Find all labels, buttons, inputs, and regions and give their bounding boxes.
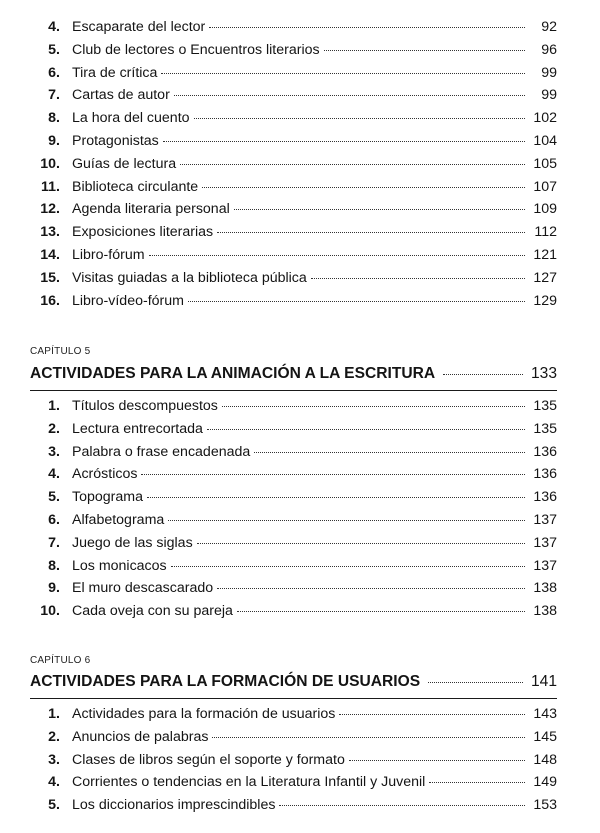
entry-number: 3. [48, 443, 60, 460]
entry-title: Los diccionarios imprescindibles [72, 797, 276, 814]
toc-entry[interactable] [30, 267, 557, 290]
entry-title: Cada oveja con su pareja [72, 603, 233, 620]
dot-leader [149, 255, 525, 256]
entry-title: Anuncios de palabras [72, 728, 209, 745]
entry-page: 138 [533, 603, 557, 620]
entry-title: El muro descascarado [72, 580, 214, 597]
chapter-heading[interactable] [30, 670, 557, 694]
entry-title: Cartas de autor [72, 87, 170, 104]
entry-page: 121 [533, 246, 557, 263]
entry-page: 135 [533, 420, 557, 437]
entry-page: 109 [533, 201, 557, 218]
toc-entry[interactable] [30, 176, 557, 199]
entry-number: 10. [40, 603, 60, 620]
entry-page: 148 [533, 751, 557, 768]
entry-page: 112 [534, 224, 557, 241]
entry-title: Agenda literaria personal [72, 201, 230, 218]
dot-leader [141, 474, 525, 475]
entry-page: 92 [541, 19, 557, 35]
chapter-title: ACTIVIDADES PARA LA FORMACIÓN DE USUARIOS [30, 673, 421, 690]
entry-page: 99 [541, 64, 557, 81]
toc-entry[interactable] [30, 16, 557, 39]
dot-leader [311, 278, 525, 279]
entry-number: 2. [48, 420, 60, 437]
toc-entry[interactable] [30, 441, 557, 464]
entry-number: 4. [48, 19, 60, 35]
entry-title: Tira de crítica [72, 64, 158, 81]
entry-number: 9. [48, 132, 60, 149]
entry-title: Escaparate del lector [72, 19, 206, 35]
entry-title: Corrientes o tendencias en la Literatura Infantil y Juvenil [72, 774, 426, 791]
entry-title: Club de lectores o Encuentros literarios [72, 41, 320, 58]
toc-entry[interactable] [30, 395, 557, 418]
entry-page: 137 [533, 557, 557, 574]
entry-title: Palabra o frase encadenada [72, 443, 251, 460]
dot-leader [163, 141, 525, 142]
toc-entry[interactable] [30, 726, 557, 749]
dot-leader [174, 95, 525, 96]
entry-page: 145 [533, 728, 557, 745]
toc-entry[interactable] [30, 486, 557, 509]
toc-entry[interactable] [30, 62, 557, 85]
entry-title: Libro-vídeo-fórum [72, 292, 184, 309]
entry-page: 107 [533, 178, 557, 195]
dot-leader [254, 452, 525, 453]
dot-leader [147, 497, 525, 498]
toc-entry[interactable] [30, 532, 557, 555]
entry-number: 2. [48, 728, 60, 745]
entry-number: 14. [40, 246, 60, 263]
entry-page: 136 [533, 489, 557, 506]
toc-entry[interactable] [30, 771, 557, 794]
entry-page: 105 [533, 155, 557, 172]
toc-entry[interactable] [30, 107, 557, 130]
entry-number: 10. [40, 155, 60, 172]
dot-leader [339, 714, 525, 715]
entry-title: Biblioteca circulante [72, 178, 199, 195]
dot-leader [168, 520, 525, 521]
dot-leader [207, 429, 525, 430]
toc-entry[interactable] [30, 749, 557, 772]
entry-title: Acrósticos [72, 466, 138, 483]
entry-number: 5. [48, 41, 60, 58]
entry-title: Actividades para la formación de usuarios [72, 706, 336, 722]
toc-entry[interactable] [30, 244, 557, 267]
entry-page: 136 [533, 443, 557, 460]
dot-leader [324, 50, 525, 51]
entry-title: Títulos descompuestos [72, 398, 218, 414]
dot-leader [217, 588, 525, 589]
entry-title: Visitas guiadas a la biblioteca pública [72, 269, 307, 286]
entry-number: 9. [48, 580, 60, 597]
entry-title: Juego de las siglas [72, 534, 193, 551]
entry-page: 153 [533, 797, 557, 814]
entry-number: 1. [48, 706, 60, 722]
toc-entry[interactable] [30, 555, 557, 578]
toc-entry[interactable] [30, 703, 557, 726]
entry-page: 149 [533, 774, 557, 791]
dot-leader [194, 118, 525, 119]
entry-page: 127 [533, 269, 557, 286]
toc-list-chapter-5 [30, 395, 557, 623]
entry-number: 6. [48, 511, 60, 528]
entry-page: 135 [533, 398, 557, 414]
entry-page: 143 [533, 706, 557, 722]
chapter-rule [30, 390, 557, 391]
entry-page: 138 [533, 580, 557, 597]
entry-page: 96 [541, 41, 557, 58]
dot-leader [222, 406, 525, 407]
entry-page: 129 [533, 292, 557, 309]
toc-entry[interactable] [30, 153, 557, 176]
toc-list-chapter-4-continued [30, 16, 557, 312]
entry-title: Guías de lectura [72, 155, 177, 172]
dot-leader [202, 187, 525, 188]
dot-leader [161, 73, 525, 74]
entry-page: 104 [533, 132, 557, 149]
toc-entry[interactable] [30, 463, 557, 486]
entry-number: 11. [41, 178, 60, 195]
entry-page: 102 [533, 110, 557, 127]
entry-title: Libro-fórum [72, 246, 145, 263]
entry-number: 4. [48, 774, 60, 791]
entry-number: 5. [48, 489, 60, 506]
toc-entry[interactable] [30, 290, 557, 313]
dot-leader [212, 737, 525, 738]
dot-leader [234, 209, 525, 210]
dot-leader [429, 782, 525, 783]
dot-leader [279, 805, 525, 806]
entry-page: 137 [533, 534, 557, 551]
dot-leader [197, 543, 525, 544]
entry-number: 15. [40, 269, 60, 286]
dot-leader [349, 760, 525, 761]
dot-leader [237, 611, 525, 612]
dot-leader [217, 232, 525, 233]
entry-page: 136 [533, 466, 557, 483]
chapter-page: 133 [530, 365, 557, 382]
entry-title: La hora del cuento [72, 110, 190, 127]
entry-title: Alfabetograma [72, 511, 165, 528]
entry-title: Clases de libros según el soporte y formato [72, 751, 345, 768]
entry-number: 13. [40, 224, 60, 241]
entry-title: Lectura entrecortada [72, 420, 203, 437]
toc-entry[interactable] [30, 577, 557, 600]
entry-title: Los monicacos [72, 557, 167, 574]
chapter-heading[interactable] [30, 362, 557, 386]
entry-title: Protagonistas [72, 132, 159, 149]
dot-leader [171, 566, 525, 567]
entry-number: 8. [48, 557, 60, 574]
toc-list-chapter-6 [30, 703, 557, 817]
chapter-page: 141 [530, 673, 557, 690]
entry-number: 12. [40, 201, 60, 218]
dot-leader [180, 164, 525, 165]
entry-number: 16. [40, 292, 60, 309]
entry-number: 6. [48, 64, 60, 81]
toc-entry[interactable] [30, 84, 557, 107]
toc-entry[interactable] [30, 130, 557, 153]
entry-number: 1. [48, 398, 60, 414]
toc-entry[interactable] [30, 600, 557, 623]
entry-number: 5. [48, 797, 60, 814]
entry-title: Topograma [72, 489, 143, 506]
chapter-label: CAPÍTULO 6 [30, 655, 91, 666]
chapter-rule [30, 698, 557, 699]
toc-entry[interactable] [30, 509, 557, 532]
entry-number: 4. [48, 466, 60, 483]
entry-page: 99 [541, 87, 557, 104]
dot-leader [443, 374, 523, 375]
chapter-title: ACTIVIDADES PARA LA ANIMACIÓN A LA ESCRITURA [30, 365, 436, 382]
toc-entry[interactable] [30, 794, 557, 817]
entry-number: 7. [48, 534, 60, 551]
chapter-label: CAPÍTULO 5 [30, 346, 91, 357]
entry-title: Exposiciones literarias [72, 224, 214, 241]
toc-entry[interactable] [30, 418, 557, 441]
entry-page: 137 [533, 511, 557, 528]
dot-leader [209, 27, 525, 28]
entry-number: 7. [48, 87, 60, 104]
dot-leader [188, 301, 525, 302]
entry-number: 8. [48, 110, 60, 127]
dot-leader [428, 682, 523, 683]
toc-entry[interactable] [30, 221, 557, 244]
toc-entry[interactable] [30, 198, 557, 221]
entry-number: 3. [48, 751, 60, 768]
toc-entry[interactable] [30, 39, 557, 62]
